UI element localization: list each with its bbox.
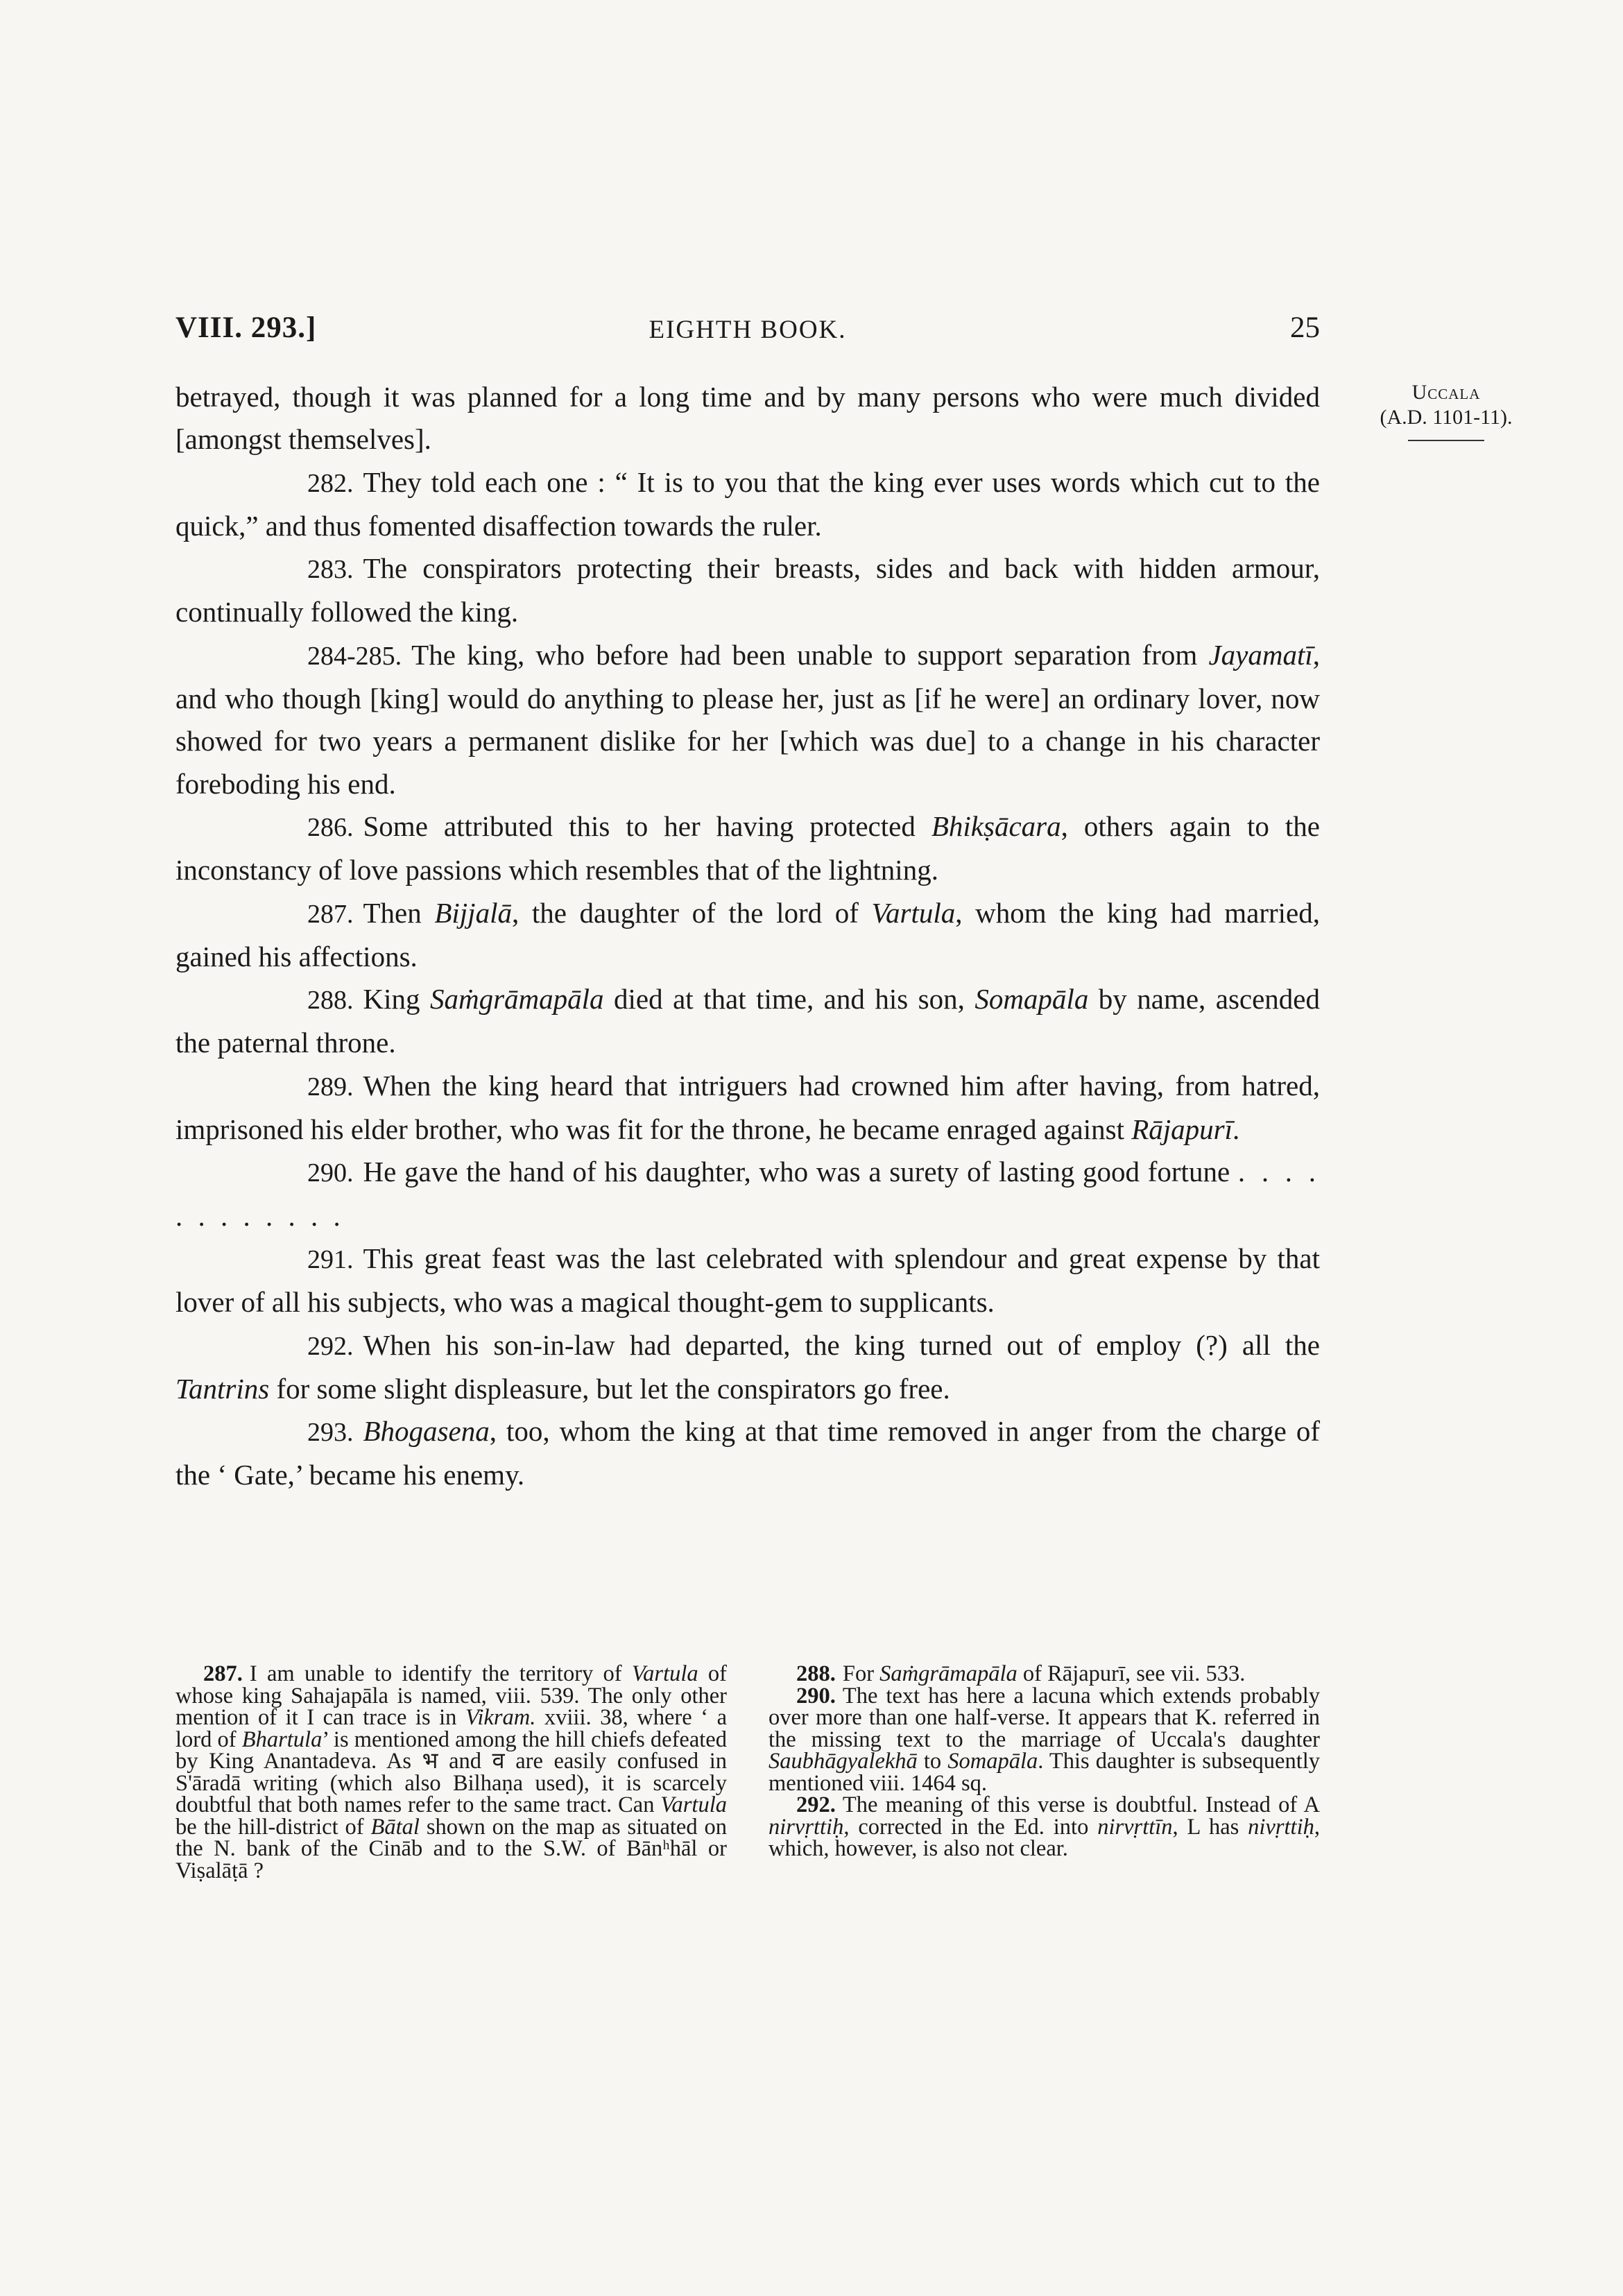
italic-term: Jayamatī [1208, 638, 1313, 671]
text-run: He gave the hand of his daughter, who was a surety of lasting good fortune [363, 1156, 1238, 1188]
text-run: . This daughter is subsequently mentioned viii. 1464 sq. [768, 1749, 1321, 1796]
italic-term: Vartula [871, 896, 956, 929]
section-reference: VIII. 293.] [175, 311, 317, 344]
verse-number: 288. [307, 986, 354, 1016]
italic-term: Vartula [660, 1792, 727, 1817]
text-run: This great feast was the last celebrated with splendour and great expense by that lover of all his subjects, who was a magical thought-gem to supplicants. [175, 1242, 1320, 1319]
text-run: When his son-in-law had departed, the king turned out of employ (?) all the [363, 1328, 1320, 1361]
footnotes-left-column [175, 1663, 727, 1882]
margin-note-rule [1408, 440, 1484, 441]
text-run: I am unable to identify the territory of [249, 1661, 632, 1686]
verse-number: 283. [307, 555, 354, 585]
text-run: , others again to the inconstancy of love passions which resembles that of the lightning. [175, 809, 1320, 886]
text-run: for some slight displeasure, but let the conspirators go free. [269, 1372, 950, 1405]
book-title: EIGHTH BOOK. [649, 316, 847, 344]
running-header [175, 311, 1320, 352]
verse-number: 282. [307, 468, 354, 498]
main-text [175, 376, 1320, 1497]
italic-term: Tantrins [175, 1372, 270, 1405]
footnote-number: 292. [796, 1792, 836, 1817]
verse [175, 461, 1320, 548]
footnote-number: 287. [203, 1661, 243, 1686]
verse [175, 634, 1320, 805]
verse [175, 978, 1320, 1065]
text-run: . [1233, 1113, 1240, 1146]
footnote-number: 290. [796, 1683, 836, 1708]
text-run: The king, who before had been unable to support separation from [411, 638, 1209, 671]
italic-term: Somapāla [974, 983, 1089, 1016]
margin-note-king: Uccala [1411, 381, 1481, 404]
footnotes [175, 1663, 1320, 1882]
italic-term: nirvṛttīn [1097, 1814, 1173, 1840]
verse-number: 293. [307, 1418, 354, 1448]
footnote [175, 1663, 727, 1882]
italic-term: Saubhāgyalekhā [768, 1749, 918, 1774]
italic-term: Somapāla [947, 1749, 1038, 1774]
text-run: The meaning of this verse is doubtful. Instead of A [842, 1792, 1320, 1817]
text-run: , L has [1172, 1814, 1248, 1840]
margin-note-dates: (A.D. 1101-11). [1380, 406, 1513, 429]
text-run: For [842, 1661, 880, 1686]
verse [175, 805, 1320, 892]
text-run: , too, whom the king at that time removed in anger from the charge of the ‘ Gate,’ became his enemy. [175, 1415, 1320, 1491]
footnote-number: 288. [796, 1661, 836, 1686]
footnote [768, 1794, 1320, 1860]
italic-term: Saṁgrāmapāla [879, 1661, 1017, 1686]
text-run: ’ is mentioned among the hill chiefs defeated by King Anantadeva. As भ and व are easily confused in S'āradā writing (which also Bilhaṇa used), it is scarcely doubtful that both names refer to the same tract. Can [175, 1727, 727, 1817]
italic-term: Bhikṣācara [931, 809, 1061, 842]
text-run: , which, however, is also not clear. [768, 1814, 1320, 1861]
verse [175, 892, 1320, 979]
verse-number: 284-285. [307, 641, 402, 671]
verse [175, 1324, 1320, 1411]
page-number: 25 [1290, 311, 1320, 344]
text-run: by name, ascended the paternal throne. [175, 983, 1320, 1059]
footnotes-right-column [768, 1663, 1320, 1882]
text-run: of whose king Sahajapāla is named, viii. 539. The only other mention of it I can trace is in [175, 1661, 727, 1730]
italic-term: Bhartula [241, 1727, 323, 1752]
verse-number: 287. [307, 899, 354, 929]
italic-term: Bijjalā [434, 896, 512, 929]
italic-term: Vartula [631, 1661, 698, 1686]
text-run: Then [363, 896, 435, 929]
text-run: The conspirators protecting their breasts, sides and back with hidden armour, continually followed the king. [175, 552, 1320, 628]
text-run: , whom the king had married, gained his affections. [175, 896, 1320, 973]
verse [175, 547, 1320, 634]
italic-term: Vikram. [465, 1705, 536, 1730]
text-run: shown on the map as situated on the N. bank of the Cināb and to the S.W. of Bānʰhāl or Viṣalāṭā ? [175, 1814, 727, 1883]
verse [175, 376, 1320, 461]
text-run: Some attributed this to her having protected [363, 809, 931, 842]
verse [175, 1065, 1320, 1151]
text-run: . . . . . . . . . . . . [175, 1156, 1320, 1232]
verse-number: 292. [307, 1331, 354, 1361]
text-run: be the hill-district of [175, 1814, 371, 1840]
text-run: of Rājapurī, see vii. 533. [1017, 1661, 1246, 1686]
italic-term: Rājapurī [1131, 1113, 1233, 1146]
italic-term: nirvṛttiḥ [768, 1814, 844, 1840]
italic-term: nivṛttiḥ [1248, 1814, 1314, 1840]
margin-note [1359, 380, 1533, 441]
verse-number: 289. [307, 1072, 354, 1102]
text-run: to [917, 1749, 948, 1774]
italic-term: Bātal [370, 1814, 420, 1840]
verse-number: 286. [307, 812, 354, 842]
text-run: died at that time, and his son, [603, 983, 975, 1016]
text-run: They told each one : “ It is to you that the king ever uses words which cut to the quick,” and thus fomented disaffection towards the ruler. [175, 465, 1320, 542]
footnote [768, 1683, 1321, 1796]
italic-term: Saṁgrāmapāla [429, 983, 604, 1016]
text-run: , the daughter of the lord of [511, 896, 872, 929]
verse [175, 1410, 1320, 1497]
verse [175, 1151, 1320, 1237]
italic-term: Bhogasena [363, 1415, 490, 1448]
text-run: , corrected in the Ed. into [843, 1814, 1098, 1840]
text-run: The text has here a lacuna which extends probably over more than one half-verse. It appears that K. referred in the missing text to the marriage of Uccala's daughter [768, 1683, 1320, 1752]
verse-number: 291. [307, 1244, 354, 1274]
verse [175, 1237, 1320, 1324]
verse-number: 290. [307, 1158, 354, 1188]
text-run: King [363, 983, 430, 1016]
text-run: When the king heard that intriguers had crowned him after having, from hatred, imprisoned his elder brother, who was fit for the throne, he became enraged against [175, 1069, 1320, 1146]
text-run: xviii. 38, where ‘ a lord of [175, 1705, 728, 1752]
text-run: , and who though [king] would do anything to please her, just as [if he were] an ordinary lover, now showed for two years a permanent dislike for her [which was due] to a change in his character foreboding his end. [175, 638, 1320, 800]
footnote [768, 1663, 1320, 1686]
text-run: betrayed, though it was planned for a long time and by many persons who were much divided [amongst themselves]. [175, 381, 1320, 456]
